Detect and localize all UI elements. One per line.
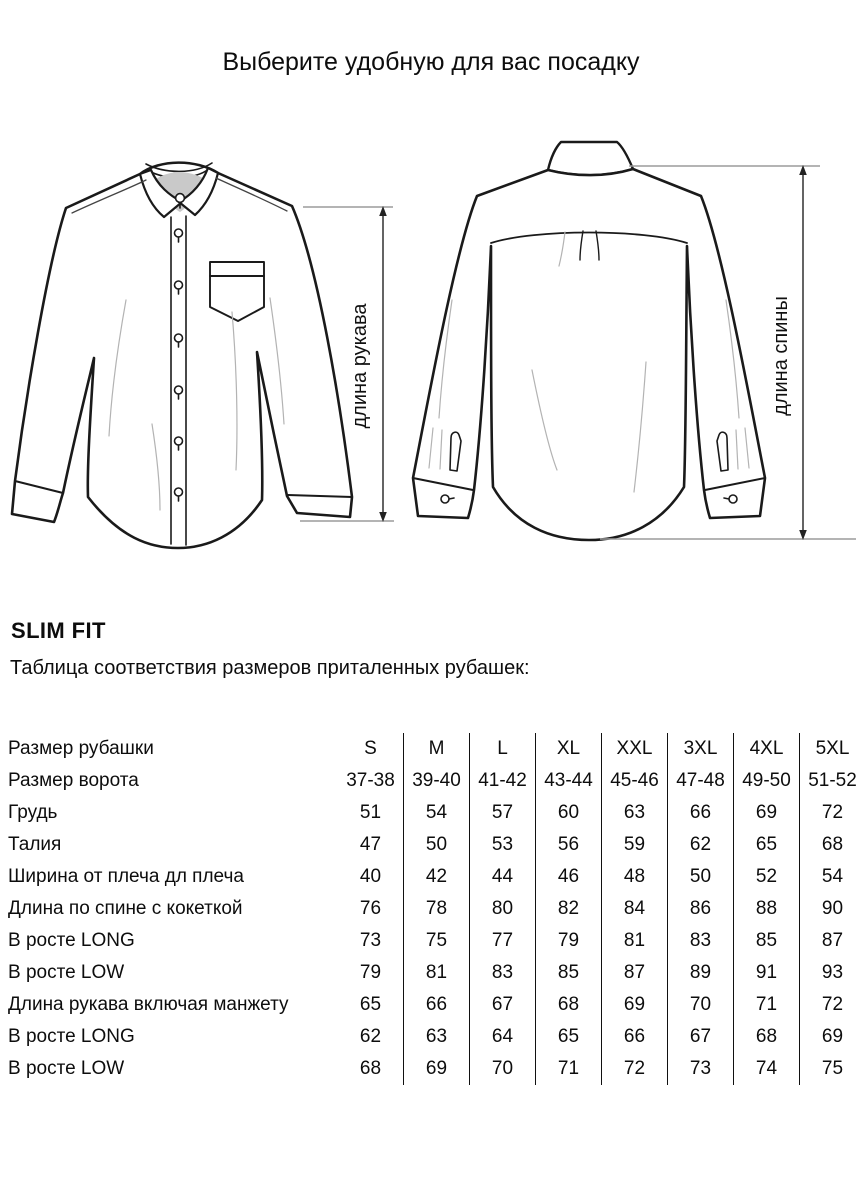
- size-cell: 90: [800, 893, 862, 925]
- size-cell: 48: [602, 861, 668, 893]
- size-cell: 76: [359, 898, 382, 919]
- table-row: [8, 797, 862, 829]
- size-cell: 44: [470, 861, 536, 893]
- size-cell: L: [470, 733, 536, 765]
- back-length-label: длина спины: [770, 296, 792, 416]
- size-cell: 70: [668, 989, 734, 1021]
- shirt-fit-diagram: [0, 130, 862, 585]
- size-cell: S: [364, 738, 377, 759]
- size-cell: 59: [602, 829, 668, 861]
- size-cell: 50: [668, 861, 734, 893]
- size-cell: 63: [602, 797, 668, 829]
- size-cell: 71: [536, 1053, 602, 1085]
- size-cell: 68: [359, 1058, 382, 1079]
- size-cell: 83: [470, 957, 536, 989]
- size-cell: 39-40: [404, 765, 470, 797]
- size-table: [8, 733, 862, 1085]
- size-cell: 47-48: [668, 765, 734, 797]
- size-cell: 50: [404, 829, 470, 861]
- table-row: [8, 861, 862, 893]
- row-label: Размер ворота: [8, 770, 139, 791]
- size-cell: 69: [800, 1021, 862, 1053]
- size-cell: XXL: [602, 733, 668, 765]
- size-cell: 79: [536, 925, 602, 957]
- row-label: В росте LOW: [8, 1058, 125, 1079]
- size-cell: 85: [536, 957, 602, 989]
- size-cell: 47: [359, 834, 382, 855]
- size-cell: 93: [800, 957, 862, 989]
- size-cell: 60: [536, 797, 602, 829]
- size-cell: 69: [734, 797, 800, 829]
- size-cell: 86: [668, 893, 734, 925]
- size-cell: 68: [536, 989, 602, 1021]
- size-cell: 65: [536, 1021, 602, 1053]
- size-cell: 54: [404, 797, 470, 829]
- size-cell: 5XL: [800, 733, 862, 765]
- sleeve-length-label: длина рукава: [349, 303, 371, 429]
- size-cell: 65: [734, 829, 800, 861]
- size-cell: 64: [470, 1021, 536, 1053]
- row-label: Ширина от плеча дл плеча: [8, 866, 244, 887]
- size-cell: 73: [359, 930, 382, 951]
- row-label: В росте LONG: [8, 930, 135, 951]
- size-cell: M: [404, 733, 470, 765]
- size-cell: 85: [734, 925, 800, 957]
- size-cell: 62: [359, 1026, 382, 1047]
- size-cell: 53: [470, 829, 536, 861]
- size-cell: 40: [359, 866, 382, 887]
- size-cell: 52: [734, 861, 800, 893]
- size-cell: 46: [536, 861, 602, 893]
- size-cell: 77: [470, 925, 536, 957]
- size-cell: 72: [800, 797, 862, 829]
- row-label: Размер рубашки: [8, 738, 154, 759]
- size-cell: 81: [404, 957, 470, 989]
- size-cell: 41-42: [470, 765, 536, 797]
- table-row: [8, 957, 862, 989]
- size-cell: 69: [404, 1053, 470, 1085]
- size-cell: 87: [800, 925, 862, 957]
- size-cell: 75: [404, 925, 470, 957]
- size-cell: 84: [602, 893, 668, 925]
- size-cell: 88: [734, 893, 800, 925]
- size-table-body: [8, 733, 862, 1085]
- table-row: [8, 893, 862, 925]
- size-cell: 66: [404, 989, 470, 1021]
- size-cell: 74: [734, 1053, 800, 1085]
- size-cell: XL: [536, 733, 602, 765]
- size-cell: 91: [734, 957, 800, 989]
- size-cell: 70: [470, 1053, 536, 1085]
- row-label: В росте LOW: [8, 962, 125, 983]
- table-row: [8, 765, 862, 797]
- page-title: Выберите удобную для вас посадку: [222, 48, 640, 76]
- size-cell: 63: [404, 1021, 470, 1053]
- size-cell: 72: [800, 989, 862, 1021]
- fit-heading: SLIM FIT: [11, 618, 106, 643]
- table-row: [8, 925, 862, 957]
- size-cell: 37-38: [346, 770, 395, 791]
- row-label: Талия: [8, 834, 62, 855]
- back-shirt-drawing: [413, 142, 765, 540]
- size-cell: 57: [470, 797, 536, 829]
- table-row: [8, 1053, 862, 1085]
- size-cell: 83: [668, 925, 734, 957]
- table-row: [8, 989, 862, 1021]
- table-row: [8, 733, 862, 765]
- size-cell: 89: [668, 957, 734, 989]
- table-row: [8, 1021, 862, 1053]
- size-cell: 42: [404, 861, 470, 893]
- size-cell: 45-46: [602, 765, 668, 797]
- size-cell: 68: [800, 829, 862, 861]
- size-cell: 62: [668, 829, 734, 861]
- row-label: Грудь: [8, 802, 58, 823]
- table-row: [8, 829, 862, 861]
- size-cell: 49-50: [734, 765, 800, 797]
- size-cell: 80: [470, 893, 536, 925]
- size-cell: 67: [470, 989, 536, 1021]
- size-cell: 72: [602, 1053, 668, 1085]
- size-cell: 56: [536, 829, 602, 861]
- row-label: Длина рукава включая манжету: [8, 994, 289, 1015]
- size-cell: 3XL: [668, 733, 734, 765]
- table-subtitle: Таблица соответствия размеров приталенных рубашек:: [10, 657, 530, 679]
- size-cell: 73: [668, 1053, 734, 1085]
- size-cell: 67: [668, 1021, 734, 1053]
- size-cell: 43-44: [536, 765, 602, 797]
- size-cell: 4XL: [734, 733, 800, 765]
- row-label: В росте LONG: [8, 1026, 135, 1047]
- size-cell: 65: [359, 994, 382, 1015]
- size-cell: 68: [734, 1021, 800, 1053]
- size-cell: 82: [536, 893, 602, 925]
- size-cell: 66: [602, 1021, 668, 1053]
- size-cell: 81: [602, 925, 668, 957]
- size-cell: 69: [602, 989, 668, 1021]
- size-cell: 87: [602, 957, 668, 989]
- size-cell: 66: [668, 797, 734, 829]
- size-cell: 71: [734, 989, 800, 1021]
- size-cell: 51-52: [800, 765, 862, 797]
- size-cell: 75: [800, 1053, 862, 1085]
- size-cell: 54: [800, 861, 862, 893]
- size-cell: 51: [359, 802, 382, 823]
- size-cell: 79: [359, 962, 382, 983]
- row-label: Длина по спине с кокеткой: [8, 898, 243, 919]
- front-shirt-drawing: [12, 163, 352, 548]
- size-cell: 78: [404, 893, 470, 925]
